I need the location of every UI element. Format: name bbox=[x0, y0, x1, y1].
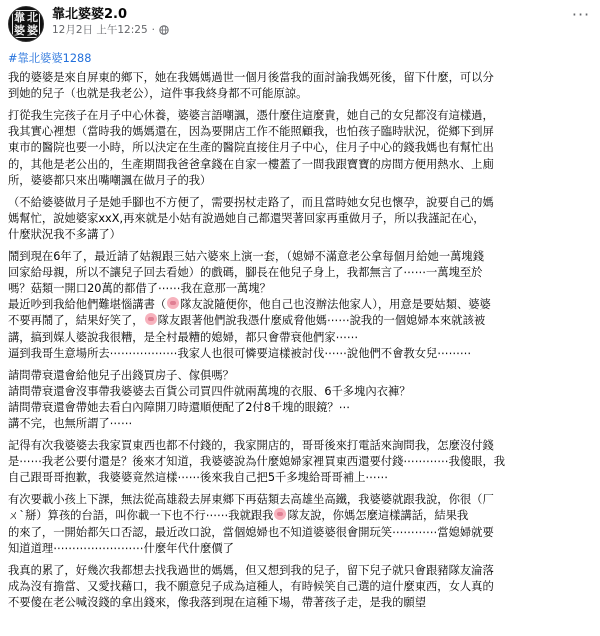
text-line: 到她的兒子（也就是我老公），這件事我終身都不可能原諒。 bbox=[8, 87, 308, 101]
post-paragraph bbox=[8, 563, 592, 611]
post-text bbox=[8, 70, 592, 611]
timestamp-row: 12月2日 上午12:25 · bbox=[52, 23, 568, 37]
text-line: 我真的累了，好幾次我都想去找我過世的媽媽，但又想到我的兒子，留下兒子就只會跟豬隊友淪落 bbox=[8, 563, 494, 577]
logo-char: 北 bbox=[27, 11, 38, 24]
page-logo bbox=[12, 10, 40, 38]
public-globe-icon bbox=[159, 25, 169, 35]
logo-char: 婆 bbox=[27, 24, 38, 37]
text-line: 回家給母親，所以不讓兒子回去看她）的戲碼，腳長在他兒子身上，我都無言了⋯⋯一萬塊至於 bbox=[8, 266, 483, 280]
text-line: 嗎？菇類一開口20萬的都借了⋯⋯我在意那一萬塊？ bbox=[8, 282, 271, 296]
more-options-icon[interactable]: ··· bbox=[571, 5, 591, 24]
post-meta bbox=[52, 6, 568, 37]
text-line: 的來了，一開始都矢口否認，最近改口說，當個媳婦也不知道婆婆很會開玩笑⋯⋯⋯⋯當媳婦就要 bbox=[8, 525, 494, 539]
pig-emoji-icon bbox=[167, 297, 179, 309]
post-paragraph bbox=[8, 195, 592, 243]
text-line: 是⋯⋯我老公要付還是？後來才知道，我婆婆說為什麼媳婦家裡買東西還要付錢⋯⋯⋯⋯我傻眼，我 bbox=[8, 455, 506, 469]
text-line: 請問帶衰還會沒事帶我婆婆去百貨公司買四件就兩萬塊的衣服、6千多塊內衣褲？ bbox=[8, 384, 411, 398]
text-line: ㄨ`掰）算孩的台語，叫你載一下也不行⋯⋯我就跟我 隊友說，你媽怎麼這樣講話，結果我 bbox=[8, 509, 469, 523]
text-line: 鬧到現在6年了，最近請了姑親跟三姑六婆來上演一套，（媳婦不滿意老公拿每個月給她一萬塊錢 bbox=[8, 250, 485, 264]
post-paragraph bbox=[8, 70, 592, 102]
post-paragraph bbox=[8, 108, 592, 188]
text-line: 成為沒有擔當、又愛找藉口，我不願意兒子成為這種人，有時候笑自己選的這什麼東西，女人真的 bbox=[8, 579, 494, 593]
text-line: 請問帶衰還會給他兒子出錢買房子、傢俱嗎？ bbox=[8, 368, 234, 382]
text-line: 東市的醫院也要一小時，所以決定在生產的醫院直接住月子中心，住月子中心的錢我媽也有幫忙出 bbox=[8, 141, 494, 155]
text-line: 打從我生完孩子在月子中心休養，婆婆言語嘲諷，憑什麼住這麼貴，她自己的女兒都沒有這樣過， bbox=[8, 109, 494, 123]
text-line: 講不完，也無所謂了⋯⋯ bbox=[8, 416, 133, 430]
hashtag-link[interactable]: #靠北婆婆1288 bbox=[8, 52, 92, 65]
text-line: 自己跟哥哥抱歉，我婆婆竟然這樣⋯⋯後來我自己把5千多塊給哥哥補上⋯⋯ bbox=[8, 471, 388, 485]
post-paragraph bbox=[8, 492, 592, 556]
pig-emoji-icon bbox=[274, 508, 286, 520]
text-line: 不要傻在老公喊沒錢的拿出錢來，像我落到現在這種下場，帶著孩子走，是我的願望 bbox=[8, 595, 426, 609]
text-line: 請問帶衰還會帶她去看白內障開刀時還順便配了2付8千塊的眼鏡？⋯ bbox=[8, 400, 350, 414]
text-line: （不給婆婆做月子是她手腳也不方便了，需要拐杖走路了，而且當時她女兒也懷孕，說要自己的媽 bbox=[8, 195, 494, 209]
text-line: 的，其他是老公出的，生產期間我爸爸拿錢在自家一樓蓋了一間我跟寶寶的房間方便用熱水、上廁 bbox=[8, 157, 494, 171]
logo-char: 靠 bbox=[14, 11, 25, 24]
text-line: 什麼狀況我不多講了） bbox=[8, 227, 121, 241]
post-header bbox=[0, 6, 600, 46]
post-paragraph bbox=[8, 368, 592, 432]
text-line: 媽幫忙，說她婆家xxX,再來就是小姑有說過她自己都還哭著回家再重做月子，所以我謹記在心， bbox=[8, 211, 485, 225]
page-avatar[interactable] bbox=[8, 6, 44, 42]
text-line: 我其實心裡想（當時我的媽媽還在，因為要開店工作不能照顧我，也怕孩子臨時狀況，從鄉下到屏 bbox=[8, 125, 494, 139]
text-line: 知道道理⋯⋯⋯⋯⋯⋯⋯⋯什麼年代什麼價了 bbox=[8, 541, 234, 555]
text-line: 不要再鬧了，結果好笑了， 隊友跟著他們說我憑什麼威脅他媽⋯⋯說我的一個媳婦本來就該被 bbox=[8, 314, 486, 328]
text-line: 有次要載小孩上下課，無法從高雄殺去屏東鄉下再菇類去高雄坐高鐵，我婆婆就跟我說，你很（厂 bbox=[8, 493, 494, 507]
text-line: 記得有次我婆婆去我家買東西也都不付錢的，我家開店的，哥哥後來打電話來詢問我，怎麼沒付錢 bbox=[8, 439, 494, 453]
text-line: 所，婆婆都只來出嘴嘲諷在做月子的我） bbox=[8, 173, 212, 187]
text-line: 我的婆婆是來自屏東的鄉下，她在我媽媽過世一個月後當我的面討論我媽死後，留下什麼，可以分 bbox=[8, 71, 494, 85]
post-paragraph bbox=[8, 249, 592, 362]
text-line: 講，搞到媒人婆說我很糟，是全村最糟的媳婦，都只會帶衰他們家⋯⋯ bbox=[8, 330, 359, 344]
post-paragraph bbox=[8, 438, 592, 486]
page-name-link[interactable]: 靠北婆婆2.0 bbox=[52, 7, 128, 22]
logo-char: 婆 bbox=[14, 24, 25, 37]
text-line: 最近吵到我給他們難堪惱講書（ 隊友說隨便你，他自己也沒辦法他家人），用意是要姑類、婆婆 bbox=[8, 298, 491, 312]
post-timestamp[interactable]: 12月2日 上午12:25 bbox=[52, 24, 148, 36]
post-body bbox=[0, 46, 600, 611]
pig-emoji-icon bbox=[145, 313, 157, 325]
text-line: 逼到我哥生意場所去⋯⋯⋯⋯⋯⋯我家人也很可憐要這樣被討伐⋯⋯說他們不會教女兒⋯⋯⋯ bbox=[8, 346, 472, 360]
